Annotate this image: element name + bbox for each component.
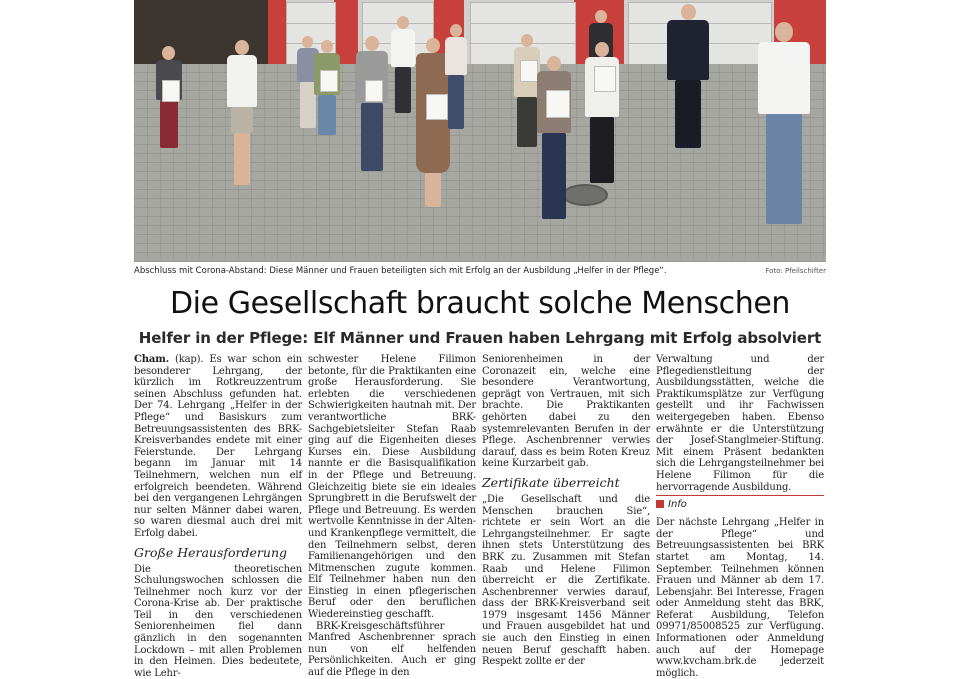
paragraph: schwester Helene Filimon betonte, für die Praktikanten eine große Herausforderung. Sie erlebten die verschiedenen Schwierigkeiten hautnah mit. Der verantwortliche BRK-Sachgebietsleiter Stefan Raab ging auf die Eigenheiten dieses Kurses ein. Diese Ausbildung nannte er die Basisqualifikation in der Pflege und Betreuung. Gleichzeitig biete sie ein ideales Sprungbrett in die Berufswelt der Pflege und Betreuung. Es werden wertvolle Kenntnisse in der Alten- und Krankenpflege vermittelt, die den Teilnehmern selbst, deren Familienangehörigen und den Mitmenschen zugute kommen. Elf Teilnehmer haben nun den Einstieg in einen pflegerischen Beruf oder den beruflichen Wiedereinstieg geschafft.	[308, 354, 476, 621]
photo-person	[352, 36, 392, 182]
photo-caption	[134, 264, 826, 278]
text-column-3	[482, 354, 650, 644]
photo-person	[152, 46, 186, 166]
photo-person	[532, 56, 576, 228]
photo-wall	[268, 0, 286, 66]
paragraph-text: (kap). Es war schon ein besonderer Lehrgang, der kürzlich im Rotkreuzzentrum seinen Abschluss gefunden hat. Der 74. Lehrgang „Helfer in der Pflege“ und Basiskurs zum Betreuungsassistenten des BRK-Kreisverbandes endete mit einer Feierstunde. Der Lehrgang begann im Januar mit 14 Teilnehmern, welchen nun elf erfolgreich beendeten. Während bei den vergangenen Lehrgängen nur selten Männer dabei waren, so waren diesmal auch drei mit Erfolg dabei.	[134, 354, 302, 539]
paragraph: BRK-Kreisgeschäftsführer Manfred Aschenbrenner sprach nun von elf helfenden Persönlichkeiten. Auch er ging auf die Pflege in den	[308, 621, 476, 679]
headline: Die Gesellschaft braucht solche Menschen	[130, 284, 830, 324]
text-column-1	[134, 354, 302, 644]
photo-person	[222, 40, 262, 192]
dateline: Cham.	[134, 354, 169, 365]
newspaper-article	[130, 0, 830, 640]
paragraph: Seniorenheimen in der Coronazeit ein, welche eine besondere Verantwortung, geprägt von Vertrauen, mit sich brachte. Die Praktikanten gehörten dabei zu den systemrelevanten Berufen in der Pflege. Aschenbrenner verwies darauf, dass es beim Roten Kreuz keine Kurzarbeit gab.	[482, 354, 650, 470]
photo-person	[442, 24, 470, 134]
photo-person	[580, 42, 624, 190]
info-label: Info	[668, 499, 687, 510]
paragraph	[134, 354, 302, 540]
section-heading: Große Herausforderung	[134, 545, 302, 560]
text-column-4	[656, 354, 824, 644]
info-box	[656, 495, 824, 511]
paragraph: Verwaltung und der Pflegedienstleitung der Ausbildungsstätten, welche die Praktikumsplätze zur Verfügung gestellt und ihr Fachwissen weitergegeben haben. Ebenso erwähnte er die Unterstützung der Josef-Stanglmeier-Stiftung. Mit einem Präsent bedankten sich die Lehrgangsteilnehmer bei Helene Filimon für die hervorragende Ausbildung.	[656, 354, 824, 493]
caption-text: Abschluss mit Corona-Abstand: Diese Männer und Frauen beteiligten sich mit Erfolg an der Ausbildung „Helfer in der Pflege“.	[134, 264, 667, 278]
info-square-icon	[656, 500, 664, 508]
section-heading: Zertifikate überreicht	[482, 475, 650, 490]
photo-credit: Foto: Pfeilschifter	[765, 264, 826, 278]
group-photo	[134, 0, 826, 262]
photo-person	[752, 22, 816, 234]
paragraph: Der nächste Lehrgang „Helfer in der Pflege“ und Betreuungsassistenten bei BRK startet am Montag, 14. September. Teilnehmen können Frauen und Männer ab dem 17. Lebensjahr. Bei Interesse, Fragen oder Anmeldung steht das BRK, Referat Ausbildung, Telefon 09971/85008525 zur Verfügung. Informationen oder Anmeldung auch auf der Homepage www.kvcham.brk.de jederzeit möglich.	[656, 517, 824, 679]
photo-person	[310, 40, 344, 156]
text-column-2	[308, 354, 476, 644]
subheadline: Helfer in der Pflege: Elf Männer und Frauen haben Lehrgang mit Erfolg absolviert	[130, 328, 830, 348]
paragraph: „Die Gesellschaft und die Menschen brauchen Sie“, richtete er sein Wort an die Lehrgangsteilnehmer. Er sagte ihnen stets Unterstützung des BRK zu. Zusammen mit Stefan Raab und Helene Filimon überreicht er die Zertifikate. Aschenbrenner verwies darauf, dass der BRK-Kreisverband seit 1979 insgesamt 1456 Männer und Frauen ausgebildet hat und sie auch den Einstieg in einen neuen Beruf geschafft haben. Respekt zollte er der	[482, 494, 650, 668]
photo-person	[662, 4, 714, 154]
paragraph: Die theoretischen Schulungswochen schlossen die Teilnehmer noch kurz vor der Corona-Krise ab. Der praktische Teil in den verschiedenen Seniorenheimen fiel dann gänzlich in den sogenannten Lockdown – mit allen Problemen in den Heimen. Dies bedeutete, wie Lehr-	[134, 564, 302, 679]
